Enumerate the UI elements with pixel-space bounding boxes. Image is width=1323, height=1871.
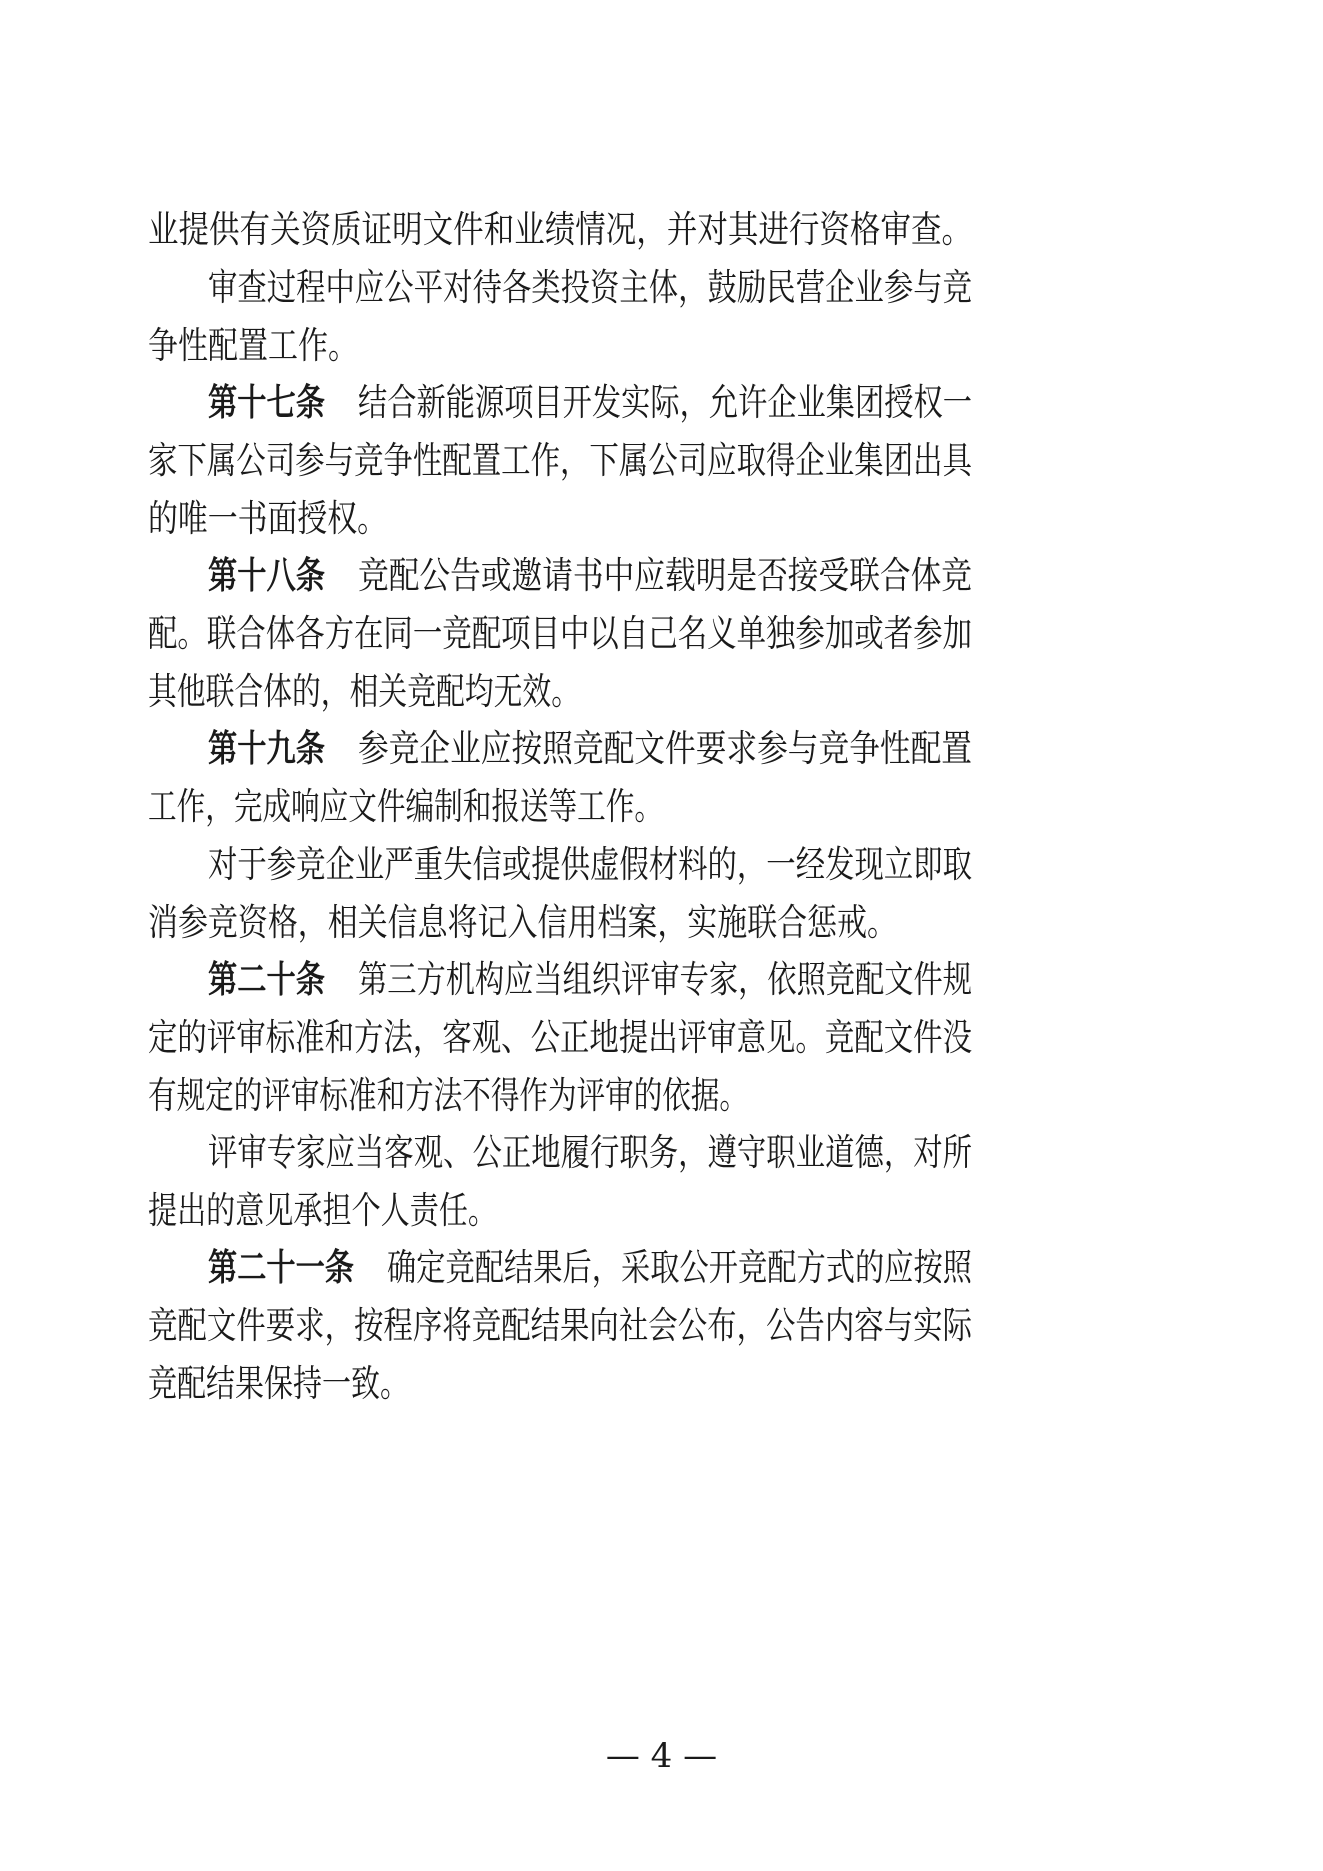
text-line — [0, 1354, 1323, 1414]
article-heading: 第二十一条 — [208, 1246, 354, 1289]
paragraph-text: 家下属公司参与竞争性配置工作，下属公司应取得企业集团出具 — [148, 439, 972, 482]
text-line — [0, 662, 1323, 722]
paragraph-text: 配。联合体各方在同一竞配项目中以自己名义单独参加或者参加 — [148, 612, 972, 655]
text-line — [0, 1008, 1323, 1068]
paragraph-text: 其他联合体的，相关竞配均无效。 — [148, 670, 580, 713]
text-line — [0, 719, 1323, 779]
paragraph-text: 工作，完成响应文件编制和报送等工作。 — [148, 785, 663, 828]
paragraph-text: 争性配置工作。 — [148, 324, 358, 367]
text-line — [0, 893, 1323, 953]
text-line — [0, 200, 1323, 260]
text-line — [0, 950, 1323, 1010]
paragraph-text: 提出的意见承担个人责任。 — [148, 1189, 497, 1232]
text-line — [0, 1066, 1323, 1126]
text-line — [0, 1238, 1323, 1298]
paragraph-text: 竞配结果保持一致。 — [148, 1362, 409, 1405]
text-line — [0, 604, 1323, 664]
paragraph-text: 审查过程中应公平对待各类投资主体，鼓励民营企业参与竞 — [208, 266, 972, 309]
text-line — [0, 1181, 1323, 1241]
text-line — [0, 1123, 1323, 1183]
text-line — [0, 1296, 1323, 1356]
paragraph-text: 对于参竞企业严重失信或提供虚假材料的，一经发现立即取 — [208, 843, 972, 886]
text-line — [0, 258, 1323, 318]
page-number: — 4 — — [605, 1736, 718, 1776]
paragraph-text: 的唯一书面授权。 — [148, 497, 387, 540]
paragraph-text: 业提供有关资质证明文件和业绩情况，并对其进行资格审查。 — [148, 208, 972, 251]
paragraph-text: 竞配文件要求，按程序将竞配结果向社会公布，公告内容与实际 — [148, 1304, 972, 1347]
text-line — [0, 546, 1323, 606]
paragraph-text: 消参竞资格，相关信息将记入信用档案，实施联合惩戒。 — [148, 901, 897, 944]
text-line — [0, 431, 1323, 491]
paragraph-text: 第三方机构应当组织评审专家，依照竞配文件规 — [358, 958, 972, 1001]
paragraph-text: 结合新能源项目开发实际，允许企业集团授权一 — [358, 381, 972, 424]
text-line — [0, 489, 1323, 549]
text-line — [0, 835, 1323, 895]
article-heading: 第十七条 — [208, 381, 325, 424]
paragraph-text: 确定竞配结果后，采取公开竞配方式的应按照 — [387, 1246, 972, 1289]
paragraph-text: 竞配公告或邀请书中应载明是否接受联合体竞 — [358, 554, 972, 597]
text-line — [0, 373, 1323, 433]
article-heading: 第十八条 — [208, 554, 325, 597]
article-heading: 第十九条 — [208, 727, 325, 770]
paragraph-text: 评审专家应当客观、公正地履行职务，遵守职业道德，对所 — [208, 1131, 972, 1174]
paragraph-text: 参竞企业应按照竞配文件要求参与竞争性配置 — [358, 727, 972, 770]
text-line — [0, 316, 1323, 376]
text-line — [0, 777, 1323, 837]
paragraph-text: 定的评审标准和方法，客观、公正地提出评审意见。竞配文件没 — [148, 1016, 972, 1059]
paragraph-text: 有规定的评审标准和方法不得作为评审的依据。 — [148, 1074, 748, 1117]
article-heading: 第二十条 — [208, 958, 325, 1001]
